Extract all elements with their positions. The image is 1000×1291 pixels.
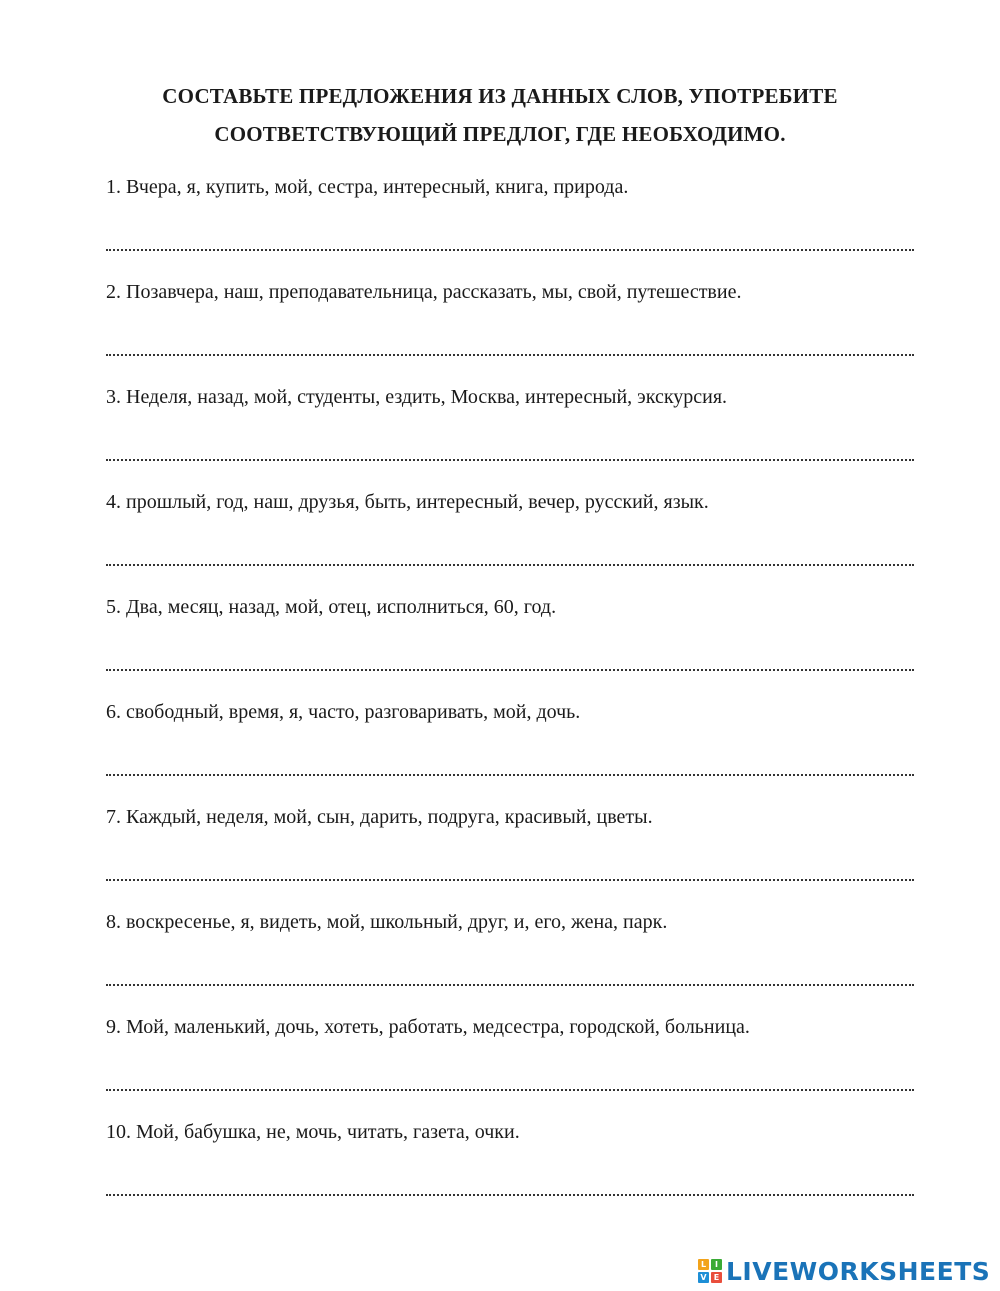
exercise-item xyxy=(106,912,914,986)
exercise-prompt: 4. прошлый, год, наш, друзья, быть, интересный, вечер, русский, язык. xyxy=(106,491,709,513)
exercise-item xyxy=(106,1017,914,1091)
logo-block-e: E xyxy=(711,1272,722,1283)
exercise-item xyxy=(106,1122,914,1196)
logo-blocks-icon xyxy=(698,1259,722,1283)
exercise-item xyxy=(106,597,914,671)
answer-line[interactable] xyxy=(106,1075,914,1091)
exercise-item xyxy=(106,702,914,776)
answer-line[interactable] xyxy=(106,235,914,251)
worksheet-title-line-1: СОСТАВЬТЕ ПРЕДЛОЖЕНИЯ ИЗ ДАННЫХ СЛОВ, УПОТРЕБИТЕ xyxy=(162,84,838,108)
exercise-item xyxy=(106,387,914,461)
logo-block-i: I xyxy=(711,1259,722,1270)
exercise-prompt: 6. свободный, время, я, часто, разговаривать, мой, дочь. xyxy=(106,701,581,723)
exercise-prompt: 9. Мой, маленький, дочь, хотеть, работать, медсестра, городской, больница. xyxy=(106,1016,750,1038)
exercise-prompt: 7. Каждый, неделя, мой, сын, дарить, подруга, красивый, цветы. xyxy=(106,806,653,828)
logo-block-v: V xyxy=(698,1272,709,1283)
exercise-prompt: 8. воскресенье, я, видеть, мой, школьный, друг, и, его, жена, парк. xyxy=(106,911,668,933)
answer-line[interactable] xyxy=(106,760,914,776)
exercise-prompt: 3. Неделя, назад, мой, студенты, ездить, Москва, интересный, экскурсия. xyxy=(106,386,728,408)
answer-line[interactable] xyxy=(106,550,914,566)
answer-line[interactable] xyxy=(106,865,914,881)
exercise-item xyxy=(106,282,914,356)
answer-line[interactable] xyxy=(106,970,914,986)
logo-block-l: L xyxy=(698,1259,709,1270)
exercise-prompt: 5. Два, месяц, назад, мой, отец, исполниться, 60, год. xyxy=(106,596,557,618)
exercise-item xyxy=(106,177,914,251)
exercise-prompt: 10. Мой, бабушка, не, мочь, читать, газета, очки. xyxy=(106,1121,520,1143)
answer-line[interactable] xyxy=(106,340,914,356)
exercise-prompt: 2. Позавчера, наш, преподавательница, рассказать, мы, свой, путешествие. xyxy=(106,281,742,303)
worksheet-title-line-2: СООТВЕТСТВУЮЩИЙ ПРЕДЛОГ, ГДЕ НЕОБХОДИМО. xyxy=(214,122,786,146)
answer-line[interactable] xyxy=(106,1180,914,1196)
logo-text: LIVEWORKSHEETS xyxy=(726,1256,991,1286)
exercise-item xyxy=(106,492,914,566)
exercise-item xyxy=(106,807,914,881)
answer-line[interactable] xyxy=(106,445,914,461)
exercise-prompt: 1. Вчера, я, купить, мой, сестра, интересный, книга, природа. xyxy=(106,176,629,198)
liveworksheets-logo xyxy=(698,1256,990,1286)
answer-line[interactable] xyxy=(106,655,914,671)
